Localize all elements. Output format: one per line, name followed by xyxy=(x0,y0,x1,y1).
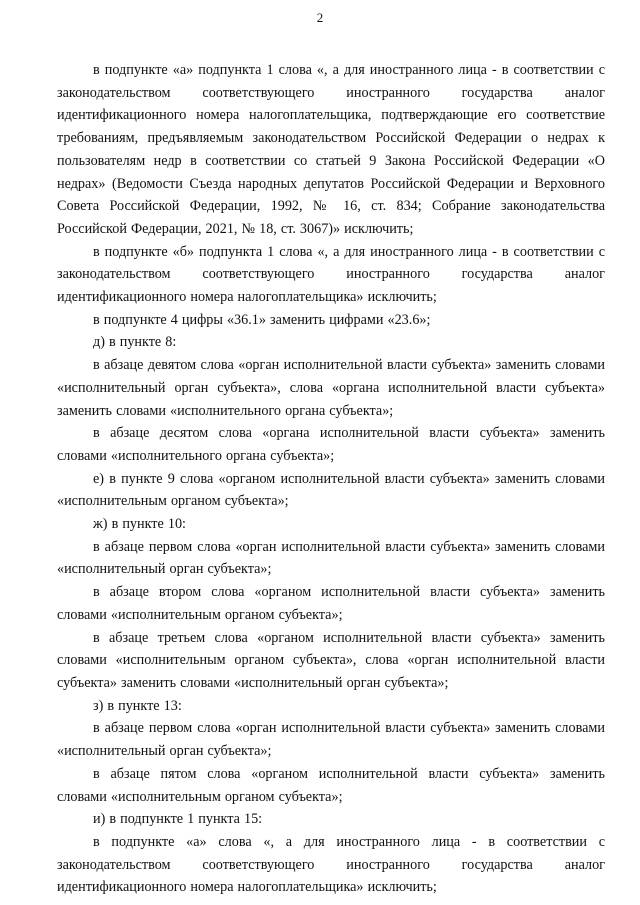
paragraph-subitem-4: в подпункте 4 цифры «36.1» заменить цифрами «23.6»; xyxy=(93,311,431,328)
paragraph-item-8-abzac-10: в абзаце десятом слова «органа исполнительной власти субъекта» заменить словами «исполнительного органа субъекта»; xyxy=(57,425,605,464)
paragraph-subitem-a-1: в подпункте «а» подпункта 1 слова «, а для иностранного лица - в соответствии с законодательством соответствующего иностранного государства аналог идентификационного номера налогоплательщика, подтверждающие его соответствие требованиям, предъявляемым законодательством Российской Федерации о недрах к пользователям недр в соответствии со статьей 9 Закона Российской Федерации «О недрах» (Ведомости Съезда народных депутатов Российской Федерации и Верховного Совета Российской Федерации, 1992, № 16, ст. 834; Собрание законодательства Российской Федерации, 2021, № 18, ст. 3067)» исключить; xyxy=(57,62,605,237)
paragraph-subitem-b-1: в подпункте «б» подпункта 1 слова «, а для иностранного лица - в соответствии с законодательством соответствующего иностранного государства аналог идентификационного номера налогоплательщика» исключить; xyxy=(57,243,605,306)
page-number: 2 xyxy=(316,10,324,25)
paragraph-item-10-abzac-3: в абзаце третьем слова «органом исполнительной власти субъекта» заменить словами «исполнительным органом субъекта», слова «орган исполнительной власти субъекта» заменить словами «исполнительный орган субъекта»; xyxy=(57,629,605,691)
paragraph-item-13-abzac-1: в абзаце первом слова «орган исполнительной власти субъекта» заменить словами «исполнительный орган субъекта»; xyxy=(57,720,605,760)
heading-item-z: з) в пункте 13: xyxy=(93,697,182,714)
heading-item-d: д) в пункте 8: xyxy=(93,334,177,351)
heading-item-zh: ж) в пункте 10: xyxy=(93,516,186,533)
heading-item-i: и) в подпункте 1 пункта 15: xyxy=(93,811,263,828)
paragraph-item-10-abzac-1: в абзаце первом слова «орган исполнительной власти субъекта» заменить словами «исполнительный орган субъекта»; xyxy=(57,538,605,578)
paragraph-item-15-subitem-a: в подпункте «а» слова «, а для иностранного лица - в соответствии с законодательством соответствующего иностранного государства аналог идентификационного номера налогоплательщика» исключить; xyxy=(57,833,605,896)
paragraph-item-e: е) в пункте 9 слова «органом исполнительной власти субъекта» заменить словами «исполнительным органом субъекта»; xyxy=(57,470,605,510)
document-body xyxy=(57,59,605,899)
paragraph-item-8-abzac-9: в абзаце девятом слова «орган исполнительной власти субъекта» заменить словами «исполнительный орган субъекта», слова «органа исполнительной власти субъекта» заменить словами «исполнительного органа субъекта»; xyxy=(57,357,605,419)
paragraph-item-13-abzac-5: в абзаце пятом слова «органом исполнительной власти субъекта» заменить словами «исполнительным органом субъекта»; xyxy=(57,765,605,805)
paragraph-item-10-abzac-2: в абзаце втором слова «органом исполнительной власти субъекта» заменить словами «исполнительным органом субъекта»; xyxy=(57,584,605,623)
